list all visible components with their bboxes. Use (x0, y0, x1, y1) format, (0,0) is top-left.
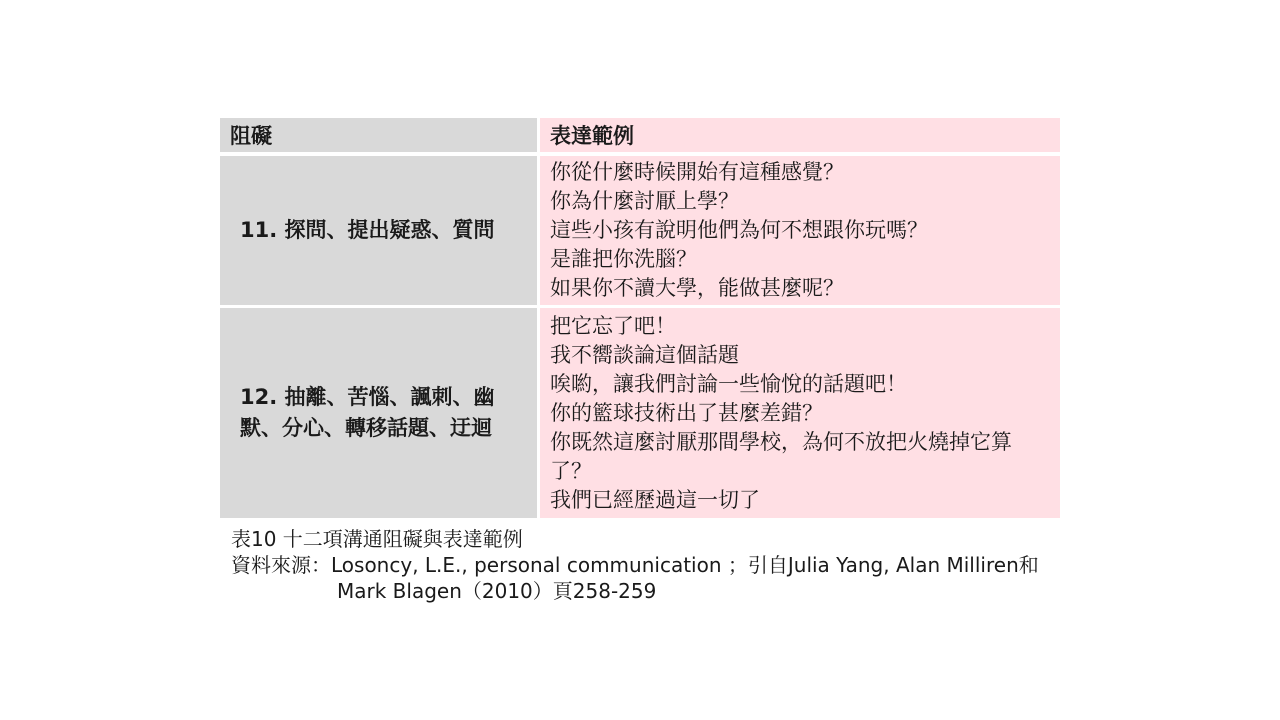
caption-source: 資料來源：Losoncy, L.E., personal communication ；引自Julia Yang, Alan Milliren和 (231, 553, 1039, 577)
example-cell (540, 308, 1060, 518)
obstacle-label: 12. 抽離、苦惱、諷刺、幽默、分心、轉移話題、迂迴 (240, 385, 495, 440)
caption-source-continued: Mark Blagen（2010）頁258-259 (337, 579, 657, 603)
example-line: 你從什麼時候開始有這種感覺？ (550, 160, 844, 184)
example-line: 唉喲，讓我們討論一些愉悅的話題吧！ (550, 371, 907, 396)
header-example: 表達範例 (540, 118, 1060, 156)
table-caption (231, 526, 1039, 604)
communication-obstacles-table (220, 118, 1060, 518)
example-line: 這些小孩有說明他們為何不想跟你玩嗎？ (550, 218, 928, 242)
example-list (550, 310, 1050, 517)
obstacle-cell (220, 156, 540, 308)
example-line: 是誰把你洗腦？ (550, 247, 697, 271)
example-line: 你為什麼討厭上學？ (550, 189, 739, 213)
table-row (220, 308, 1060, 518)
example-line: 我們已經歷過這一切了 (550, 487, 760, 512)
example-line: 如果你不讀大學，能做甚麼呢？ (550, 276, 844, 300)
example-line: 我不嚮談論這個話題 (550, 342, 739, 367)
caption-title: 表10 十二項溝通阻礙與表達範例 (231, 527, 523, 551)
table-row (220, 156, 1060, 308)
example-cell (540, 156, 1060, 308)
obstacle-cell (220, 308, 540, 518)
header-obstacle: 阻礙 (220, 118, 540, 156)
example-line: 你的籃球技術出了甚麼差錯？ (550, 400, 823, 425)
example-line: 你既然這麼討厭那間學校，為何不放把火燒掉它算了？ (550, 429, 1012, 483)
example-list (550, 156, 1050, 305)
table-header-row (220, 118, 1060, 156)
obstacle-label: 11. 探問、提出疑惑、質問 (240, 218, 495, 242)
example-line: 把它忘了吧！ (550, 313, 676, 338)
